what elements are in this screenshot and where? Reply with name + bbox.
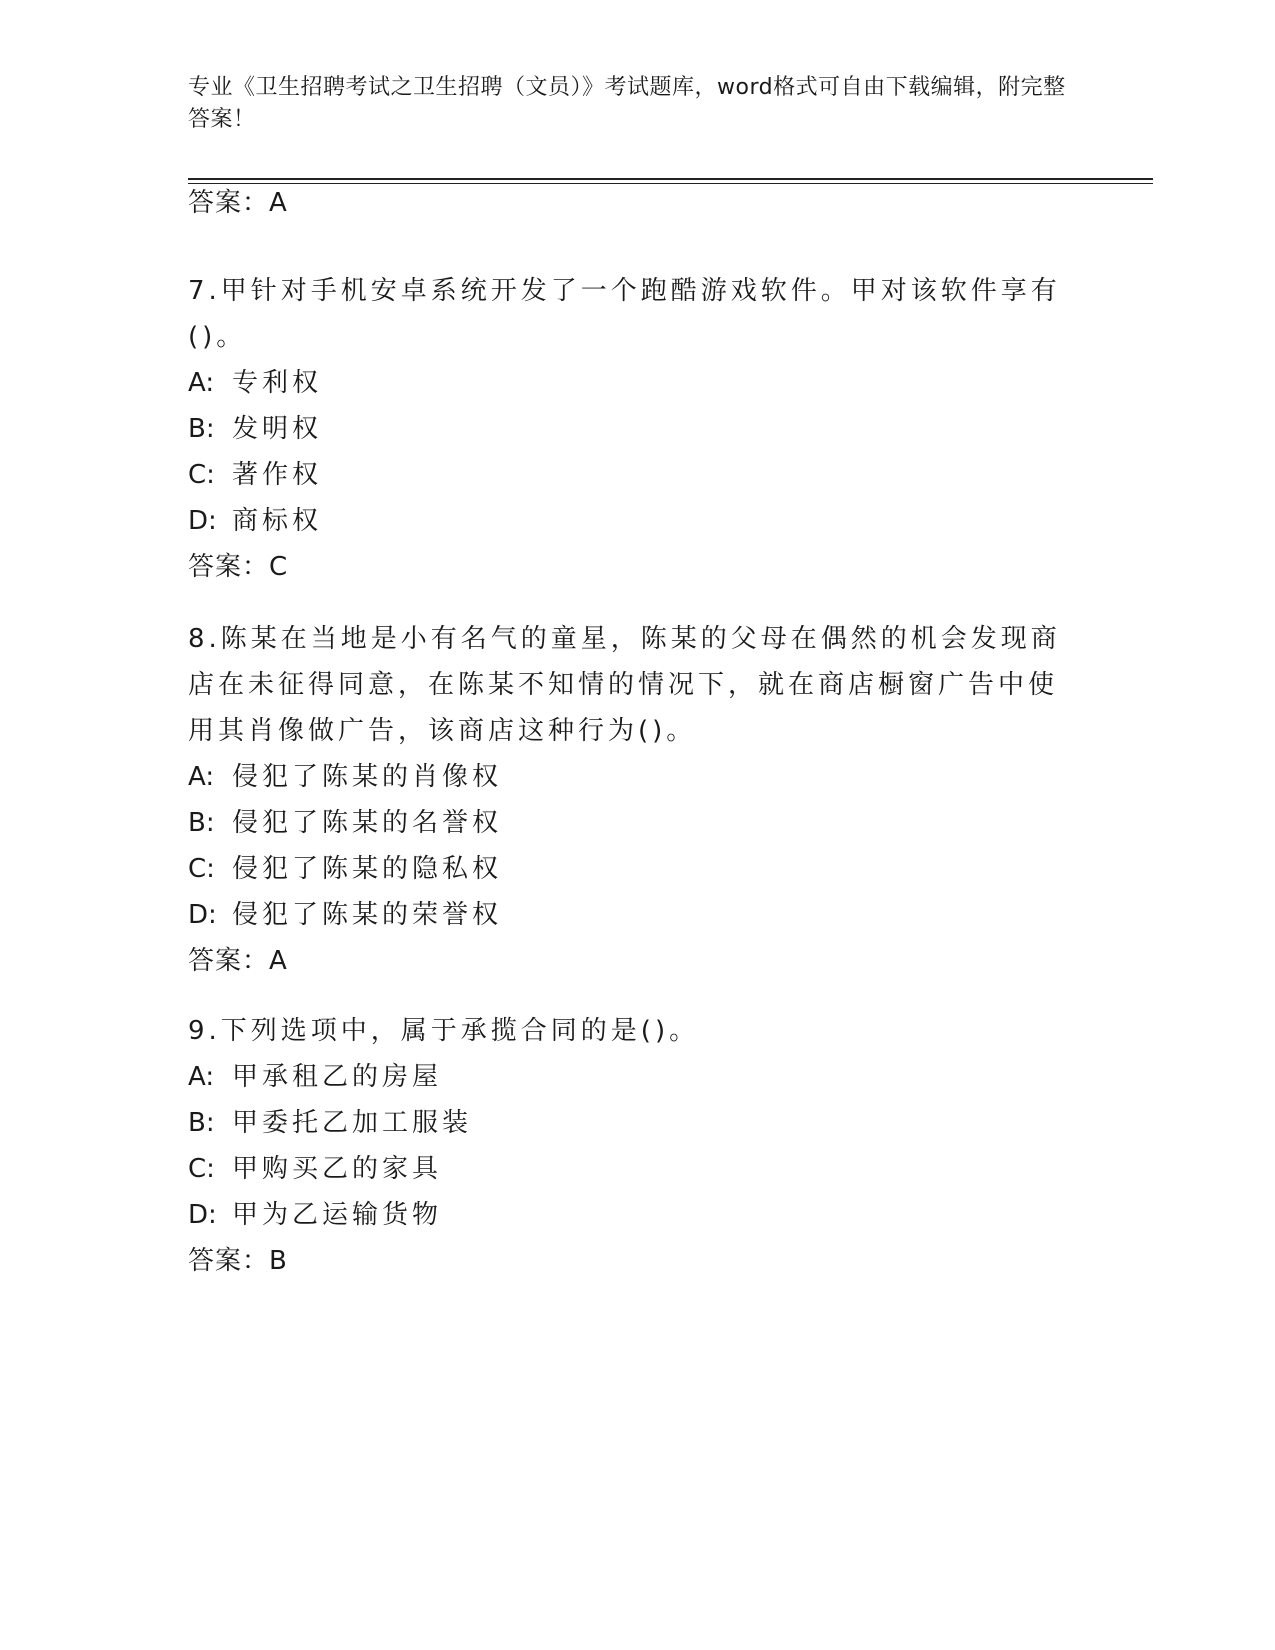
- option-d: [188, 1192, 1068, 1238]
- option-label: B:: [188, 808, 215, 838]
- option-text: 侵犯了陈某的荣誉权: [232, 900, 503, 930]
- option-d: [188, 498, 1068, 544]
- option-label: A:: [188, 368, 215, 398]
- option-a: [188, 1054, 1068, 1100]
- document-header: 专业《卫生招聘考试之卫生招聘（文员）》考试题库，word格式可自由下载编辑，附完整答案！: [188, 75, 1066, 132]
- answer: [188, 938, 1068, 984]
- option-text: 甲委托乙加工服装: [232, 1108, 473, 1138]
- option-text: 专利权: [232, 368, 323, 398]
- option-c: [188, 846, 1068, 892]
- option-text: 甲承租乙的房屋: [232, 1062, 443, 1092]
- option-c: [188, 452, 1068, 498]
- option-text: 侵犯了陈某的肖像权: [232, 762, 503, 792]
- answer-label: 答案：: [188, 1246, 270, 1276]
- option-label: C:: [188, 854, 215, 884]
- option-label: C:: [188, 1154, 215, 1184]
- option-b: [188, 406, 1068, 452]
- option-text: 侵犯了陈某的隐私权: [232, 854, 503, 884]
- answer-value: A: [269, 188, 288, 218]
- option-label: A:: [188, 1062, 215, 1092]
- option-b: [188, 800, 1068, 846]
- option-label: D:: [188, 900, 217, 930]
- question-text: 7.甲针对手机安卓系统开发了一个跑酷游戏软件。甲对该软件享有()。: [188, 276, 1061, 352]
- option-label: B:: [188, 414, 215, 444]
- answer-prev: [188, 180, 1068, 226]
- option-label: C:: [188, 460, 215, 490]
- question-8: [188, 616, 1068, 984]
- option-text: 甲为乙运输货物: [232, 1200, 443, 1230]
- answer-value: C: [269, 552, 289, 582]
- answer-label: 答案：: [188, 188, 270, 218]
- option-label: D:: [188, 506, 217, 536]
- question-9: [188, 1008, 1068, 1284]
- option-b: [188, 1100, 1068, 1146]
- answer-label: 答案：: [188, 946, 270, 976]
- option-text: 著作权: [232, 460, 323, 490]
- option-d: [188, 892, 1068, 938]
- option-text: 甲购买乙的家具: [232, 1154, 443, 1184]
- option-label: A:: [188, 762, 215, 792]
- question-text: 8.陈某在当地是小有名气的童星，陈某的父母在偶然的机会发现商店在未征得同意，在陈某不知情的情况下，就在商店橱窗广告中使用其肖像做广告，该商店这种行为()。: [188, 624, 1061, 746]
- option-label: D:: [188, 1200, 217, 1230]
- answer-label: 答案：: [188, 552, 270, 582]
- option-text: 发明权: [232, 414, 323, 444]
- question-text: 9.下列选项中，属于承揽合同的是()。: [188, 1016, 700, 1046]
- option-label: B:: [188, 1108, 215, 1138]
- answer-value: A: [269, 946, 288, 976]
- answer: [188, 544, 1068, 590]
- option-text: 商标权: [232, 506, 323, 536]
- answer-value: B: [269, 1246, 288, 1276]
- option-a: [188, 360, 1068, 406]
- answer: [188, 1238, 1068, 1284]
- question-7: [188, 268, 1068, 590]
- option-c: [188, 1146, 1068, 1192]
- option-a: [188, 754, 1068, 800]
- option-text: 侵犯了陈某的名誉权: [232, 808, 503, 838]
